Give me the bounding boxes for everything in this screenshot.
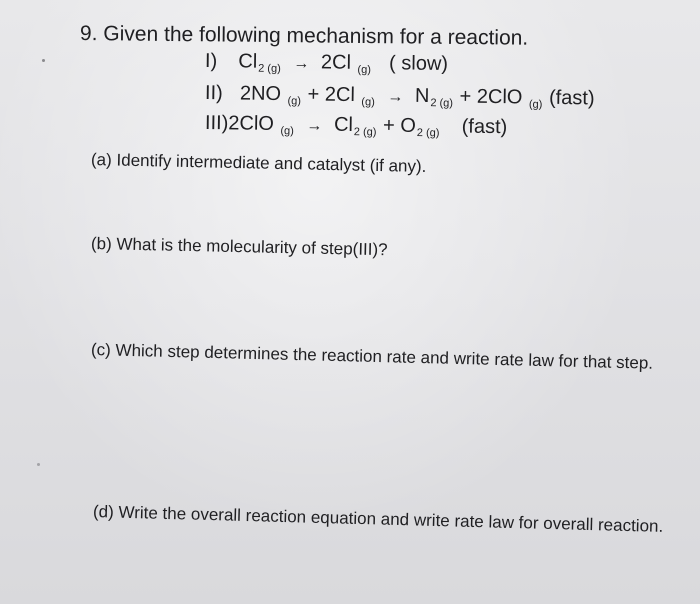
plus-sign: + [307, 83, 320, 106]
reactant-subscript: (g) [287, 95, 302, 108]
product: N [414, 84, 430, 108]
reactant-subscript: (g) [361, 96, 375, 109]
product: 2Cl [320, 51, 352, 74]
paper-mark [42, 59, 45, 62]
step-label: III) [204, 112, 229, 135]
part-a-question: (a) Identify intermediate and catalyst (if any). [90, 150, 427, 177]
plus-sign: + [459, 85, 472, 108]
product-subscript: (g) [528, 98, 543, 111]
product: 2ClO [476, 85, 523, 109]
product-subscript: 2 (g) [416, 126, 440, 140]
reaction-arrow: → [293, 55, 310, 73]
reactant: 2Cl [324, 83, 356, 107]
product-subscript: (g) [357, 63, 371, 77]
mechanism-step-2 [205, 82, 595, 110]
reactant-subscript: (g) [280, 125, 294, 138]
product: Cl [333, 113, 354, 137]
product-subscript: 2 (g) [430, 97, 454, 110]
reactant: 2NO [239, 82, 282, 106]
reactant: 2ClO [228, 112, 275, 135]
paper-mark [37, 463, 40, 466]
step-speed: ( slow) [388, 52, 449, 75]
step-speed: (fast) [461, 115, 508, 139]
reactant: Cl [238, 50, 258, 73]
step-speed: (fast) [548, 86, 595, 110]
product: O [400, 114, 417, 137]
reactant-subscript: 2 (g) [258, 62, 281, 75]
part-c-question: (c) Which step determines the reaction rate and write rate law for that step. [90, 340, 654, 373]
question-title: Given the following mechanism for a reaction. [103, 22, 529, 50]
question-number: 9. [79, 22, 98, 46]
reaction-arrow: → [387, 88, 404, 106]
part-d-question: (d) Write the overall reaction equation and write rate law for overall reaction. [92, 502, 664, 536]
step-label: I) [204, 50, 218, 73]
step-label: II) [204, 82, 223, 105]
mechanism-step-1 [205, 50, 448, 76]
mechanism-step-3 [205, 112, 508, 139]
plus-sign: + [382, 114, 395, 137]
product-subscript: 2 (g) [353, 126, 377, 139]
reaction-arrow: → [306, 117, 323, 135]
part-b-question: (b) What is the molecularity of step(III)? [90, 234, 388, 260]
question-heading [80, 22, 528, 51]
